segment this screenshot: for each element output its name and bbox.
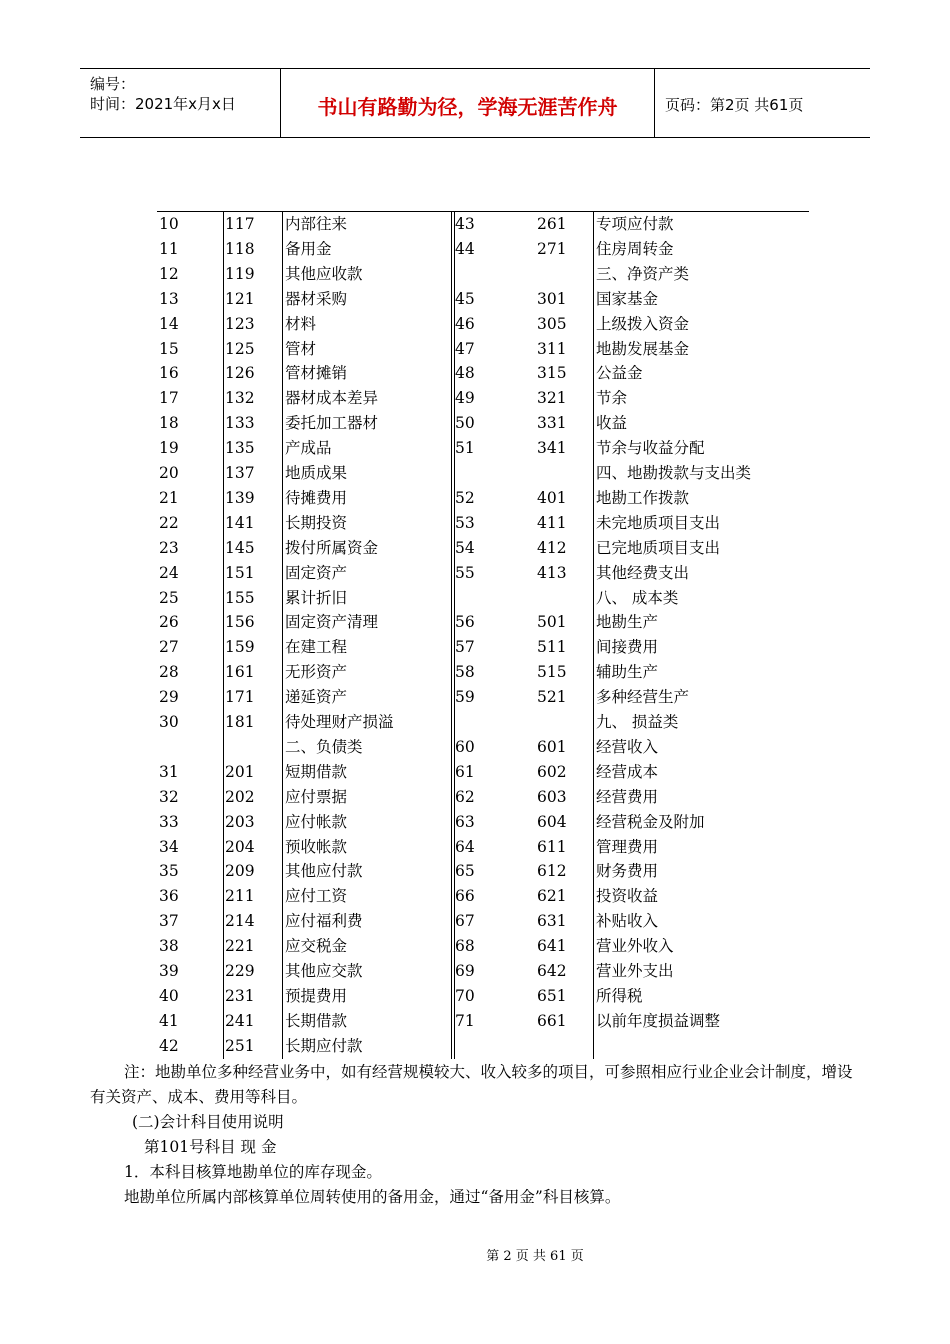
table-cell-n1: 41 (159, 1011, 179, 1030)
table-cell-c2: 305 (537, 314, 567, 333)
table-cell-c1: 121 (225, 289, 255, 308)
table-cell-n2: 49 (455, 389, 475, 408)
table-cell-n1: 24 (159, 563, 179, 582)
table-cell-name2: 补贴收入 (596, 912, 659, 931)
table-cell-name2: 经营费用 (596, 787, 659, 806)
table-cell-n2: 57 (455, 638, 475, 657)
header-motto: 书山有路勤为径，学海无涯苦作舟 (317, 95, 618, 119)
table-cell-n2: 62 (455, 787, 475, 806)
table-cell-c1: 123 (225, 314, 255, 333)
table-cell-name1: 委托加工器材 (285, 414, 379, 433)
table-cell-c2: 412 (537, 538, 567, 557)
table-row (157, 312, 809, 337)
table-cell-c1: 119 (225, 264, 255, 283)
table-cell-n1: 34 (159, 837, 179, 856)
table-cell-c1: 221 (225, 937, 255, 956)
table-cell-name1: 地质成果 (285, 464, 348, 482)
table-cell-c1: 118 (225, 239, 255, 258)
time-label: 时间：2021年x月x日 (90, 95, 236, 113)
table-cell-c1: 231 (225, 986, 255, 1005)
table-cell-n2: 68 (455, 937, 475, 956)
table-cell-n2: 48 (455, 364, 475, 383)
table-row (157, 337, 809, 362)
table-cell-name1: 待处理财产损溢 (285, 713, 394, 731)
table-cell-n1: 32 (159, 787, 179, 806)
footer-page-number: 第 2 页 共 61 页 (486, 1249, 584, 1264)
table-cell-name2: 营业外支出 (596, 962, 674, 980)
table-cell-c2: 642 (537, 962, 567, 980)
table-cell-c1: 159 (225, 638, 255, 657)
table-row (157, 486, 809, 511)
table-cell-name1: 管材摊销 (285, 364, 348, 383)
table-cell-name1: 短期借款 (285, 762, 348, 781)
table-cell-name1: 备用金 (285, 239, 332, 258)
table-cell-name2: 住房周转金 (596, 239, 674, 258)
table-cell-name1: 无形资产 (285, 663, 348, 682)
table-cell-name1: 在建工程 (285, 638, 348, 657)
table-row (157, 810, 809, 835)
table-cell-n2: 65 (455, 862, 475, 881)
table-cell-n2: 43 (455, 215, 475, 233)
table-cell-c2: 321 (537, 389, 567, 408)
table-cell-name1: 应付福利费 (285, 912, 363, 931)
table-cell-name2: 三、净资产类 (596, 264, 690, 283)
table-cell-n2: 66 (455, 887, 475, 906)
table-cell-n2: 45 (455, 289, 475, 308)
page-footer (0, 1245, 950, 1264)
table-cell-name1: 预提费用 (285, 986, 348, 1005)
table-cell-c2: 515 (537, 663, 567, 682)
table-cell-n1: 29 (159, 688, 179, 707)
table-cell-n1: 20 (159, 464, 179, 482)
table-cell-n1: 13 (159, 289, 179, 308)
table-cell-c2: 604 (537, 812, 567, 831)
table-cell-n2: 46 (455, 314, 475, 333)
table-cell-c2: 311 (537, 339, 567, 358)
table-cell-c2: 401 (537, 488, 567, 507)
table-row (157, 237, 809, 262)
table-cell-name2: 管理费用 (596, 837, 659, 856)
table-cell-n1: 10 (159, 215, 179, 233)
table-cell-n1: 33 (159, 812, 179, 831)
table-cell-name2: 间接费用 (596, 638, 659, 657)
table-cell-n2: 60 (455, 737, 475, 756)
table-cell-c2: 631 (537, 912, 567, 931)
table-cell-n1: 11 (159, 239, 179, 258)
table-cell-c2: 501 (537, 613, 567, 632)
table-cell-c1: 161 (225, 663, 255, 682)
table-cell-n2: 59 (455, 688, 475, 707)
table-cell-n1: 25 (159, 588, 179, 607)
table-cell-name2: 其他经费支出 (596, 563, 690, 582)
table-cell-c1: 117 (225, 215, 255, 233)
table-cell-n2: 64 (455, 837, 475, 856)
table-cell-n2: 58 (455, 663, 475, 682)
table-cell-c2: 651 (537, 986, 567, 1005)
note-item: 地勘单位所属内部核算单位周转使用的备用金，通过“备用金”科目核算。 (124, 1188, 621, 1206)
table-cell-name1: 内部往来 (285, 215, 348, 233)
table-cell-n2: 70 (455, 986, 475, 1005)
table-cell-c2: 621 (537, 887, 567, 906)
table-cell-n2: 47 (455, 339, 475, 358)
table-cell-c1: 201 (225, 762, 255, 781)
table-cell-n2: 52 (455, 488, 475, 507)
table-cell-name1: 应付票据 (285, 787, 348, 806)
table-row (157, 685, 809, 710)
table-cell-c2: 641 (537, 937, 567, 956)
table-cell-name2: 国家基金 (596, 289, 659, 308)
header-right (655, 69, 870, 137)
table-cell-n2: 69 (455, 962, 475, 980)
table-cell-c2: 271 (537, 239, 567, 258)
table-cell-name1: 预收帐款 (285, 837, 348, 856)
table-cell-n2: 71 (455, 1011, 475, 1030)
table-row (157, 835, 809, 860)
table-cell-c1: 145 (225, 538, 255, 557)
table-row (157, 436, 809, 461)
table-cell-name2: 多种经营生产 (596, 688, 690, 707)
table-cell-c1: 209 (225, 862, 255, 881)
table-cell-n1: 14 (159, 314, 179, 333)
table-cell-name2: 地勘工作拨款 (596, 488, 690, 507)
page-info: 页码：第2页 共61页 (665, 96, 804, 114)
table-cell-n1: 27 (159, 638, 179, 657)
table-cell-c1: 126 (225, 364, 255, 383)
table-cell-name2: 投资收益 (596, 887, 659, 906)
table-cell-name2: 地勘生产 (596, 613, 659, 632)
table-cell-n2: 51 (455, 439, 475, 458)
table-cell-name2: 九、 损益类 (596, 713, 679, 731)
table-cell-c2: 331 (537, 414, 567, 433)
table-cell-name2: 辅助生产 (596, 663, 659, 682)
table-cell-n1: 40 (159, 986, 179, 1005)
table-cell-c1: 132 (225, 389, 255, 408)
table-row (157, 909, 809, 934)
table-cell-n1: 19 (159, 439, 179, 458)
table-cell-name1: 累计折旧 (285, 588, 348, 607)
table-cell-name1: 其他应交款 (285, 962, 363, 980)
table-row (157, 785, 809, 810)
table-cell-c1: 214 (225, 912, 255, 931)
table-cell-c1: 171 (225, 688, 255, 707)
table-cell-n2: 63 (455, 812, 475, 831)
table-cell-name1: 器材成本差异 (285, 389, 379, 408)
table-row (157, 984, 809, 1009)
table-cell-name1: 其他应付款 (285, 862, 363, 881)
table-cell-c2: 601 (537, 737, 567, 756)
table-row (157, 1034, 809, 1059)
table-cell-n2: 44 (455, 239, 475, 258)
table-cell-n2: 54 (455, 538, 475, 557)
table-cell-name2: 上级拨入资金 (596, 314, 690, 333)
table-row (157, 934, 809, 959)
table-row (157, 411, 809, 436)
table-cell-c2: 612 (537, 862, 567, 881)
table-cell-c1: 133 (225, 414, 255, 433)
table-cell-n1: 39 (159, 962, 179, 980)
table-cell-n1: 23 (159, 538, 179, 557)
table-cell-n1: 36 (159, 887, 179, 906)
table-row (157, 561, 809, 586)
table-cell-name1: 递延资产 (285, 688, 348, 707)
table-cell-n2: 53 (455, 513, 475, 532)
table-cell-name2: 公益金 (596, 364, 643, 383)
table-cell-c2: 413 (537, 563, 567, 582)
table-cell-c1: 156 (225, 613, 255, 632)
table-row (157, 884, 809, 909)
table-cell-c2: 521 (537, 688, 567, 707)
table-cell-n1: 17 (159, 389, 179, 408)
table-cell-n1: 15 (159, 339, 179, 358)
table-cell-c2: 603 (537, 787, 567, 806)
table-row (157, 859, 809, 884)
table-cell-c1: 137 (225, 464, 255, 482)
table-cell-c2: 341 (537, 439, 567, 458)
table-cell-c1: 229 (225, 962, 255, 980)
table-row (157, 710, 809, 735)
table-cell-name1: 材料 (285, 314, 317, 333)
table-cell-c1: 155 (225, 588, 255, 607)
table-cell-n2: 55 (455, 563, 475, 582)
table-cell-name2: 财务费用 (596, 862, 659, 881)
note-paragraph: 注：地勘单位多种经营业务中，如有经营规模较大、收入较多的项目，可参照相应行业企业会计制度，增设有关资产、成本、费用等科目。 (90, 1063, 853, 1106)
table-row (157, 586, 809, 611)
table-row (157, 262, 809, 287)
table-cell-name2: 经营收入 (596, 737, 659, 756)
table-cell-name2: 地勘发展基金 (596, 339, 690, 358)
table-cell-n1: 22 (159, 513, 179, 532)
table-cell-c2: 611 (537, 837, 567, 856)
table-row (157, 212, 809, 237)
table-cell-n1: 31 (159, 762, 179, 781)
table-cell-name2: 四、地勘拨款与支出类 (596, 464, 752, 482)
table-row (157, 386, 809, 411)
table-cell-name1: 固定资产清理 (285, 613, 379, 632)
table-cell-name1: 拨付所属资金 (285, 538, 379, 557)
subject-heading: 第101号科目 现 金 (144, 1138, 277, 1156)
table-cell-name1: 二、负债类 (285, 737, 363, 756)
table-cell-name2: 经营税金及附加 (596, 812, 705, 831)
table-cell-c2: 411 (537, 513, 567, 532)
table-row (157, 1009, 809, 1034)
table-cell-c1: 135 (225, 439, 255, 458)
table-cell-c2: 602 (537, 762, 567, 781)
number-label: 编号： (90, 75, 136, 93)
table-cell-n1: 38 (159, 937, 179, 956)
table-cell-n1: 18 (159, 414, 179, 433)
table-cell-n1: 37 (159, 912, 179, 931)
table-row (157, 511, 809, 536)
table-cell-c2: 661 (537, 1011, 567, 1030)
table-cell-c1: 202 (225, 787, 255, 806)
table-cell-n2: 50 (455, 414, 475, 433)
note-item: 1．本科目核算地勘单位的库存现金。 (124, 1163, 382, 1181)
table-cell-c2: 261 (537, 215, 567, 233)
table-cell-c1: 139 (225, 488, 255, 507)
notes-section (90, 1060, 860, 1210)
table-cell-name1: 其他应收款 (285, 264, 363, 283)
table-cell-name1: 长期借款 (285, 1011, 348, 1030)
table-cell-name2: 所得税 (596, 986, 643, 1005)
table-cell-n1: 42 (159, 1036, 179, 1055)
table-cell-c1: 211 (225, 887, 255, 906)
table-cell-n1: 30 (159, 713, 179, 731)
table-row (157, 735, 809, 760)
table-cell-name1: 应付工资 (285, 887, 348, 906)
table-cell-name1: 器材采购 (285, 289, 348, 308)
table-cell-n1: 16 (159, 364, 179, 383)
table-cell-name2: 经营成本 (596, 762, 659, 781)
table-cell-n1: 35 (159, 862, 179, 881)
table-cell-name2: 未完地质项目支出 (596, 513, 721, 532)
table-cell-name1: 待摊费用 (285, 488, 348, 507)
table-cell-name2: 收益 (596, 414, 628, 433)
table-cell-n1: 28 (159, 663, 179, 682)
table-cell-name1: 长期应付款 (285, 1036, 363, 1055)
table-cell-c1: 151 (225, 563, 255, 582)
table-cell-c1: 241 (225, 1011, 255, 1030)
section-heading: (二)会计科目使用说明 (132, 1113, 284, 1131)
table-row (157, 635, 809, 660)
table-cell-c1: 203 (225, 812, 255, 831)
table-cell-name2: 节余 (596, 389, 628, 408)
table-cell-c2: 511 (537, 638, 567, 657)
table-cell-name1: 产成品 (285, 439, 332, 458)
table-cell-name1: 应付帐款 (285, 812, 348, 831)
table-cell-name2: 已完地质项目支出 (596, 538, 721, 557)
table-cell-c2: 315 (537, 364, 567, 383)
table-row (157, 536, 809, 561)
table-row (157, 287, 809, 312)
table-cell-n2: 67 (455, 912, 475, 931)
table-row (157, 959, 809, 984)
table-cell-name2: 节余与收益分配 (596, 439, 705, 458)
table-cell-n2: 61 (455, 762, 475, 781)
table-cell-n1: 21 (159, 488, 179, 507)
header-motto-cell (281, 69, 655, 137)
table-cell-c1: 251 (225, 1036, 255, 1055)
table-row (157, 461, 809, 486)
accounts-table (157, 211, 809, 1059)
table-cell-name2: 八、 成本类 (596, 588, 679, 607)
table-cell-name1: 管材 (285, 339, 317, 358)
table-row (157, 361, 809, 386)
table-cell-name1: 应交税金 (285, 937, 348, 956)
table-cell-n2: 56 (455, 613, 475, 632)
table-cell-c1: 204 (225, 837, 255, 856)
table-cell-c1: 181 (225, 713, 255, 731)
table-row (157, 610, 809, 635)
table-cell-n1: 26 (159, 613, 179, 632)
table-cell-c1: 125 (225, 339, 255, 358)
table-cell-name2: 以前年度损益调整 (596, 1011, 721, 1030)
table-cell-n1: 12 (159, 264, 179, 283)
table-cell-name2: 专项应付款 (596, 215, 674, 233)
page-header (80, 68, 870, 138)
table-cell-name2: 营业外收入 (596, 937, 674, 956)
table-row (157, 660, 809, 685)
table-cell-name1: 长期投资 (285, 513, 348, 532)
table-cell-name1: 固定资产 (285, 563, 348, 582)
table-cell-c1: 141 (225, 513, 255, 532)
table-cell-c2: 301 (537, 289, 567, 308)
table-row (157, 760, 809, 785)
header-left (80, 69, 281, 137)
